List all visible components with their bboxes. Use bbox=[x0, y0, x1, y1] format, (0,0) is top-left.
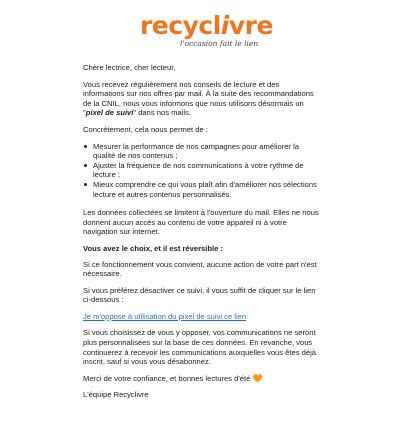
thanks-paragraph bbox=[83, 374, 319, 384]
benefit-text: Mieux comprendre ce qui vous plaît afin d'améliorer nos sélections lecture et autres contenus personnalisés. bbox=[93, 179, 317, 199]
intro-paragraph bbox=[83, 80, 319, 118]
orange-heart-icon: 🧡 bbox=[252, 373, 263, 383]
benefit-text: Mesurer la performance de nos campagnes pour améliorer la qualité de nos contenus ; bbox=[93, 141, 299, 161]
logo-wordmark-prefix: recycl bbox=[140, 11, 221, 40]
bullet-icon bbox=[84, 183, 87, 186]
list-item bbox=[93, 142, 319, 161]
signature: L'équipe Recyclivre bbox=[83, 390, 149, 400]
email-content bbox=[83, 63, 319, 407]
list-item bbox=[93, 180, 319, 199]
benefit-text: Ajuster la fréquence de nos communications à votre rythme de lecture ; bbox=[93, 160, 304, 180]
choice-heading bbox=[83, 244, 319, 254]
logo-wordmark bbox=[140, 12, 273, 40]
benefits-list bbox=[83, 142, 319, 200]
greeting: Chère lectrice, cher lecteur, bbox=[83, 63, 176, 72]
intro-text-end: " dans nos mails. bbox=[133, 108, 191, 118]
logo-wordmark-suffix: vre bbox=[228, 11, 273, 40]
logo-tagline: l'occasion fait le lien bbox=[180, 39, 259, 48]
concretely-text: Concrètement, cela nous permet de : bbox=[83, 124, 208, 134]
deactivate-info-text: Si vous préférez désactiver ce suivi, il vous suffit de cliquer sur le lien ci-dessous : bbox=[83, 285, 316, 305]
logo-wordmark-italic: i bbox=[220, 11, 229, 40]
bullet-icon bbox=[84, 164, 87, 167]
optout-link[interactable]: Je m'oppose à utilisation du pixel de suivi ce lien bbox=[83, 311, 247, 321]
choice-heading-text: Vous avez le choix, et il est réversible : bbox=[83, 243, 223, 253]
optout-consequences-text: Si vous choisissez de vous y opposer, vos communications ne seront plus personnalisées sur la base de ces données. En revanche, vous continuerez à recevoir les communications auxquelles vous êtes déjà inscrit, sauf si vous vous désabonnez. bbox=[83, 328, 316, 367]
data-limits-text: Les données collectées se limitent à l'ouverture du mail. Elles ne nous donnent aucun accès au contenu de votre appareil ni à votre navigation sur internet. bbox=[83, 208, 319, 237]
thanks-text: Merci de votre confiance, et bonnes lectures d'été bbox=[83, 373, 251, 383]
intro-text-start: Vous recevez régulièrement nos conseils de lecture et des informations sur nos offres par mail. À la suite des recommandations de la CNIL, nous vous informons que nous utilisons désormais un " bbox=[83, 79, 314, 118]
list-item bbox=[93, 161, 319, 180]
no-action-text: Si ce fonctionnement vous convient, aucune action de votre part n'est nécessaire. bbox=[83, 259, 317, 279]
pixel-de-suivi-emphasis: pixel de suivi bbox=[85, 108, 134, 118]
bullet-icon bbox=[84, 145, 87, 148]
recyclivre-logo[interactable] bbox=[130, 11, 273, 52]
optout-link-paragraph bbox=[83, 312, 319, 322]
